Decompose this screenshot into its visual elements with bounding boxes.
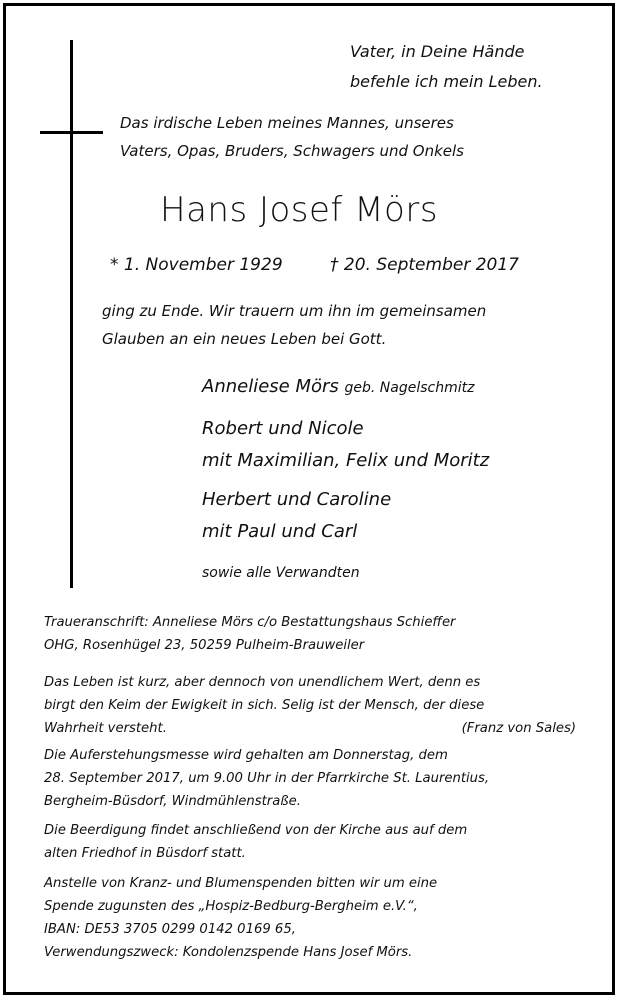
mass-line-3: Bergheim-Büsdorf, Windmühlenstraße.	[44, 794, 301, 809]
mourner-wife-maiden-name: geb. Nagelschmitz	[344, 380, 475, 396]
message-line-1: ging zu Ende. Wir trauern um ihn im gemeinsamen	[102, 302, 487, 320]
mourner-wife	[202, 376, 474, 397]
address-line-1: Traueranschrift: Anneliese Mörs c/o Bestattungshaus Schieffer	[44, 615, 456, 630]
quote-line-1: Vater, in Deine Hände	[350, 42, 525, 61]
citation-text-end: Wahrheit versteht.	[44, 721, 167, 736]
death-date: † 20. September 2017	[330, 255, 519, 275]
quote-line-2: befehle ich mein Leben.	[350, 72, 543, 91]
citation-line-3	[44, 721, 576, 736]
mourner-family-1-line-1: Robert und Nicole	[202, 418, 364, 439]
mass-line-2: 28. September 2017, um 9.00 Uhr in der Pfarrkirche St. Laurentius,	[44, 771, 490, 786]
mourner-wife-name: Anneliese Mörs	[202, 376, 339, 397]
mourner-family-1-line-2: mit Maximilian, Felix und Moritz	[202, 450, 490, 471]
burial-line-1: Die Beerdigung findet anschließend von der Kirche aus auf dem	[44, 823, 468, 838]
intro-line-1: Das irdische Leben meines Mannes, unseres	[120, 114, 454, 132]
address-line-2: OHG, Rosenhügel 23, 50259 Pulheim-Brauweiler	[44, 638, 365, 653]
citation-line-2: birgt den Keim der Ewigkeit in sich. Selig ist der Mensch, der diese	[44, 698, 485, 713]
citation-line-1: Das Leben ist kurz, aber dennoch von unendlichem Wert, denn es	[44, 675, 481, 690]
donation-line-1: Anstelle von Kranz- und Blumenspenden bitten wir um eine	[44, 876, 438, 891]
donation-line-3: IBAN: DE53 3705 0299 0142 0169 65,	[44, 922, 296, 937]
deceased-name: Hans Josef Mörs	[160, 190, 439, 230]
mourner-family-2-line-1: Herbert und Caroline	[202, 489, 392, 510]
donation-line-2: Spende zugunsten des „Hospiz-Bedburg-Bergheim e.V.“,	[44, 899, 418, 914]
mass-line-1: Die Auferstehungsmesse wird gehalten am Donnerstag, dem	[44, 748, 448, 763]
intro-line-2: Vaters, Opas, Bruders, Schwagers und Onkels	[120, 142, 464, 160]
mourner-relatives: sowie alle Verwandten	[202, 565, 360, 581]
cross-vertical-bar	[70, 40, 73, 588]
burial-line-2: alten Friedhof in Büsdorf statt.	[44, 846, 246, 861]
cross-horizontal-bar	[40, 131, 103, 134]
citation-author: (Franz von Sales)	[461, 721, 576, 736]
message-line-2: Glauben an ein neues Leben bei Gott.	[102, 330, 387, 348]
donation-line-4: Verwendungszweck: Kondolenzspende Hans Josef Mörs.	[44, 945, 413, 960]
mourner-family-2-line-2: mit Paul und Carl	[202, 521, 358, 542]
birth-date: * 1. November 1929	[110, 255, 283, 275]
